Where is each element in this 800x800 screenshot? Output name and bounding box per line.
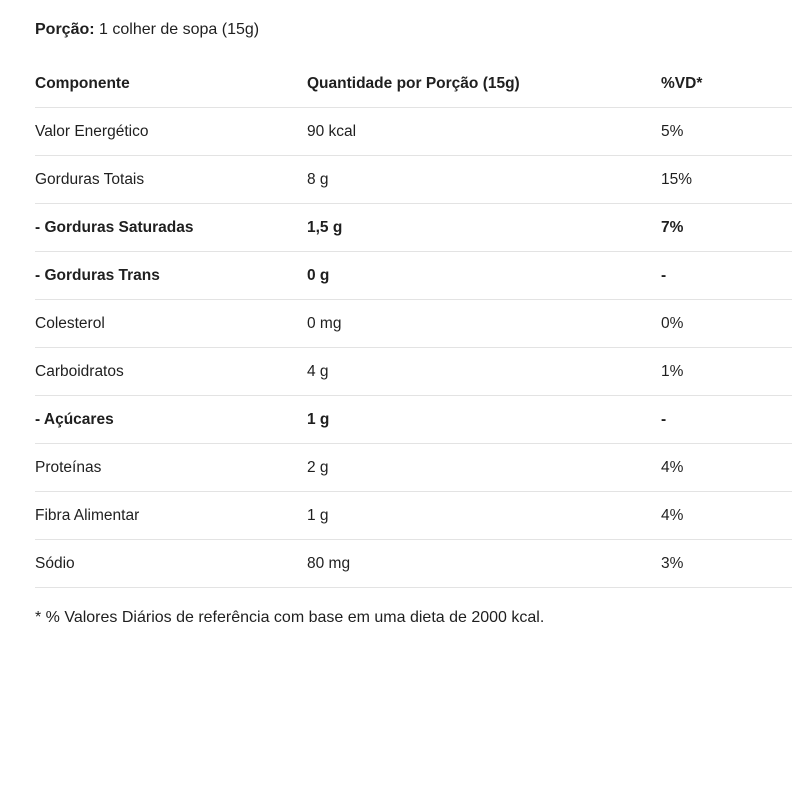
table-row xyxy=(35,300,792,348)
row-daily-value: - xyxy=(661,411,667,428)
row-quantity: 8 g xyxy=(307,171,329,188)
row-quantity: 0 g xyxy=(307,267,330,284)
serving-label: Porção: xyxy=(35,21,95,38)
table-row xyxy=(35,444,792,492)
header-component: Componente xyxy=(35,75,130,92)
row-component: Carboidratos xyxy=(35,363,124,380)
row-component: Colesterol xyxy=(35,315,105,332)
header-daily-value: %VD* xyxy=(661,75,703,92)
row-daily-value: 5% xyxy=(661,123,684,140)
table-row xyxy=(35,348,792,396)
row-daily-value: 15% xyxy=(661,171,693,188)
row-component: Sódio xyxy=(35,555,75,572)
row-component: Proteínas xyxy=(35,459,102,476)
row-component: - Gorduras Saturadas xyxy=(35,219,194,236)
table-row xyxy=(35,252,792,300)
row-quantity: 90 kcal xyxy=(307,123,357,140)
row-daily-value: 7% xyxy=(661,219,684,236)
row-daily-value: 0% xyxy=(661,315,684,332)
row-component: Gorduras Totais xyxy=(35,171,145,188)
row-daily-value: 4% xyxy=(661,507,684,524)
row-component: - Açúcares xyxy=(35,411,114,428)
table-row xyxy=(35,540,792,588)
nutrition-table xyxy=(35,60,792,588)
row-quantity: 4 g xyxy=(307,363,329,380)
table-row xyxy=(35,396,792,444)
table-header-row xyxy=(35,60,792,108)
row-quantity: 2 g xyxy=(307,459,329,476)
row-daily-value: 3% xyxy=(661,555,684,572)
daily-value-footnote: * % Valores Diários de referência com base em uma dieta de 2000 kcal. xyxy=(35,609,545,626)
serving-size xyxy=(35,19,259,41)
row-component: - Gorduras Trans xyxy=(35,267,160,284)
header-quantity: Quantidade por Porção (15g) xyxy=(307,75,520,92)
row-quantity: 1 g xyxy=(307,411,330,428)
row-daily-value: 4% xyxy=(661,459,684,476)
row-quantity: 0 mg xyxy=(307,315,342,332)
row-daily-value: - xyxy=(661,267,667,284)
row-quantity: 80 mg xyxy=(307,555,351,572)
table-row xyxy=(35,156,792,204)
table-row xyxy=(35,108,792,156)
row-component: Fibra Alimentar xyxy=(35,507,140,524)
serving-value: 1 colher de sopa (15g) xyxy=(94,21,260,38)
table-row xyxy=(35,492,792,540)
table-row xyxy=(35,204,792,252)
row-daily-value: 1% xyxy=(661,363,684,380)
row-quantity: 1 g xyxy=(307,507,329,524)
row-quantity: 1,5 g xyxy=(307,219,343,236)
row-component: Valor Energético xyxy=(35,123,149,140)
